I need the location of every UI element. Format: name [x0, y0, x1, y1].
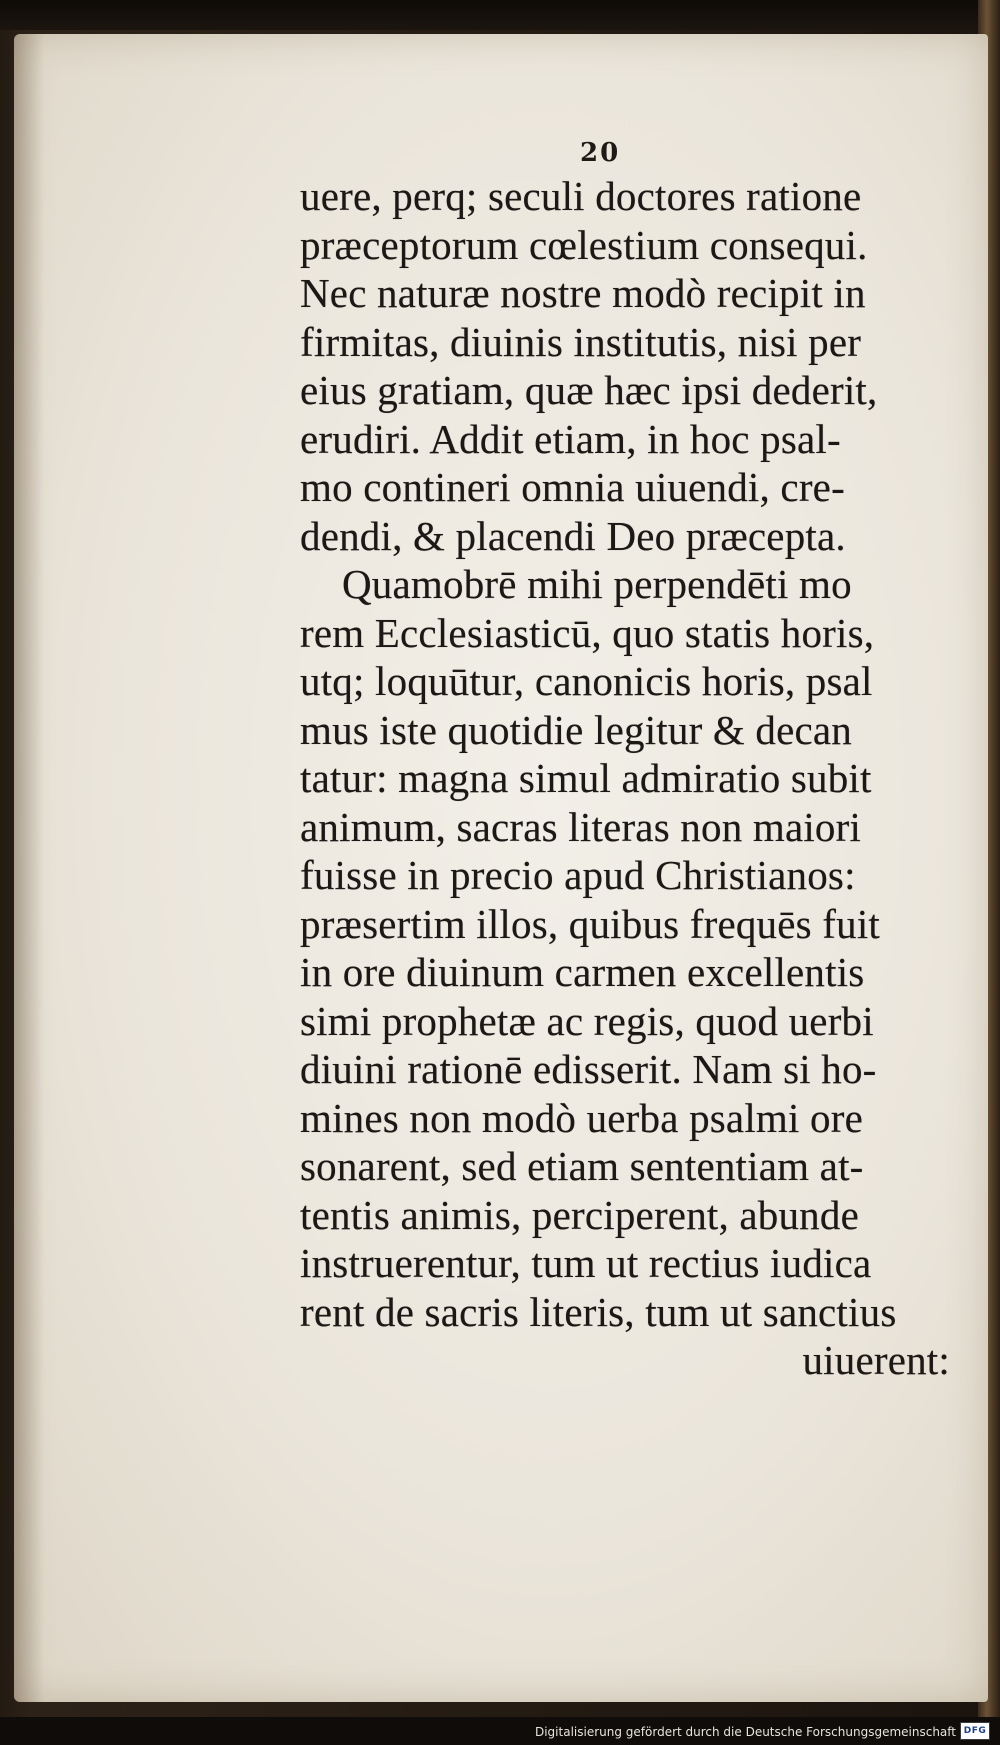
- text-line: in ore diuinum carmen excellentis: [300, 949, 865, 995]
- text-line: firmitas, diuinis institutis, nisi per: [300, 318, 862, 365]
- text-line: diuini rationē edisserit. Nam si ho-: [300, 1046, 877, 1092]
- text-line: tentis animis, perciperent, abunde: [300, 1191, 859, 1238]
- text-line: rent de sacris literis, tum ut sanctius: [300, 1288, 897, 1335]
- paragraph-start-line: Quamobrē mihi perpendēti mo: [342, 561, 852, 607]
- text-line: mines non modò uerba psalmi ore: [300, 1094, 864, 1141]
- text-line: rem Ecclesiasticū, quo statis horis,: [300, 609, 875, 656]
- text-line: erudiri. Addit etiam, in hoc psal-: [300, 415, 841, 462]
- text-line: sonarent, sed etiam sententiam at-: [300, 1143, 864, 1189]
- text-line: uere, perq; seculi doctores ratione: [300, 173, 862, 219]
- text-line: simi prophetæ ac regis, quod uerbi: [300, 997, 874, 1044]
- page-gutter-shadow: [14, 34, 44, 1702]
- dfg-logo: DFG: [960, 1722, 990, 1740]
- text-line: tatur: magna simul admiratio subit: [300, 755, 872, 801]
- book-top-edge: [0, 0, 1000, 30]
- text-line: præsertim illos, quibus frequēs fuit: [300, 900, 880, 947]
- text-line: Nec naturæ nostre modò recipit in: [300, 270, 866, 316]
- text-block: [300, 172, 960, 1385]
- text-line: dendi, & placendi Deo præcepta.: [300, 512, 846, 559]
- text-line: eius gratiam, quæ hæc ipsi dederit,: [300, 367, 878, 413]
- text-line: animum, sacras literas non maiori: [300, 803, 862, 850]
- text-line: utq; loquūtur, canonicis horis, psal: [300, 658, 873, 704]
- text-line: instruerentur, tum ut rectius iudica: [300, 1240, 872, 1286]
- page-number: 20: [580, 138, 621, 168]
- text-line: fuisse in precio apud Christianos:: [300, 852, 856, 898]
- text-line: mus iste quotidie legitur & decan: [300, 706, 853, 753]
- text-line: præceptorum cœlestium consequi.: [300, 221, 868, 268]
- footer-bar: [0, 1717, 1000, 1745]
- footer-attribution: Digitalisierung gefördert durch die Deutsche Forschungsgemeinschaft: [534, 1725, 956, 1739]
- text-line: mo contineri omnia uiuendi, cre-: [300, 464, 845, 510]
- catchword: uiuerent:: [802, 1337, 950, 1383]
